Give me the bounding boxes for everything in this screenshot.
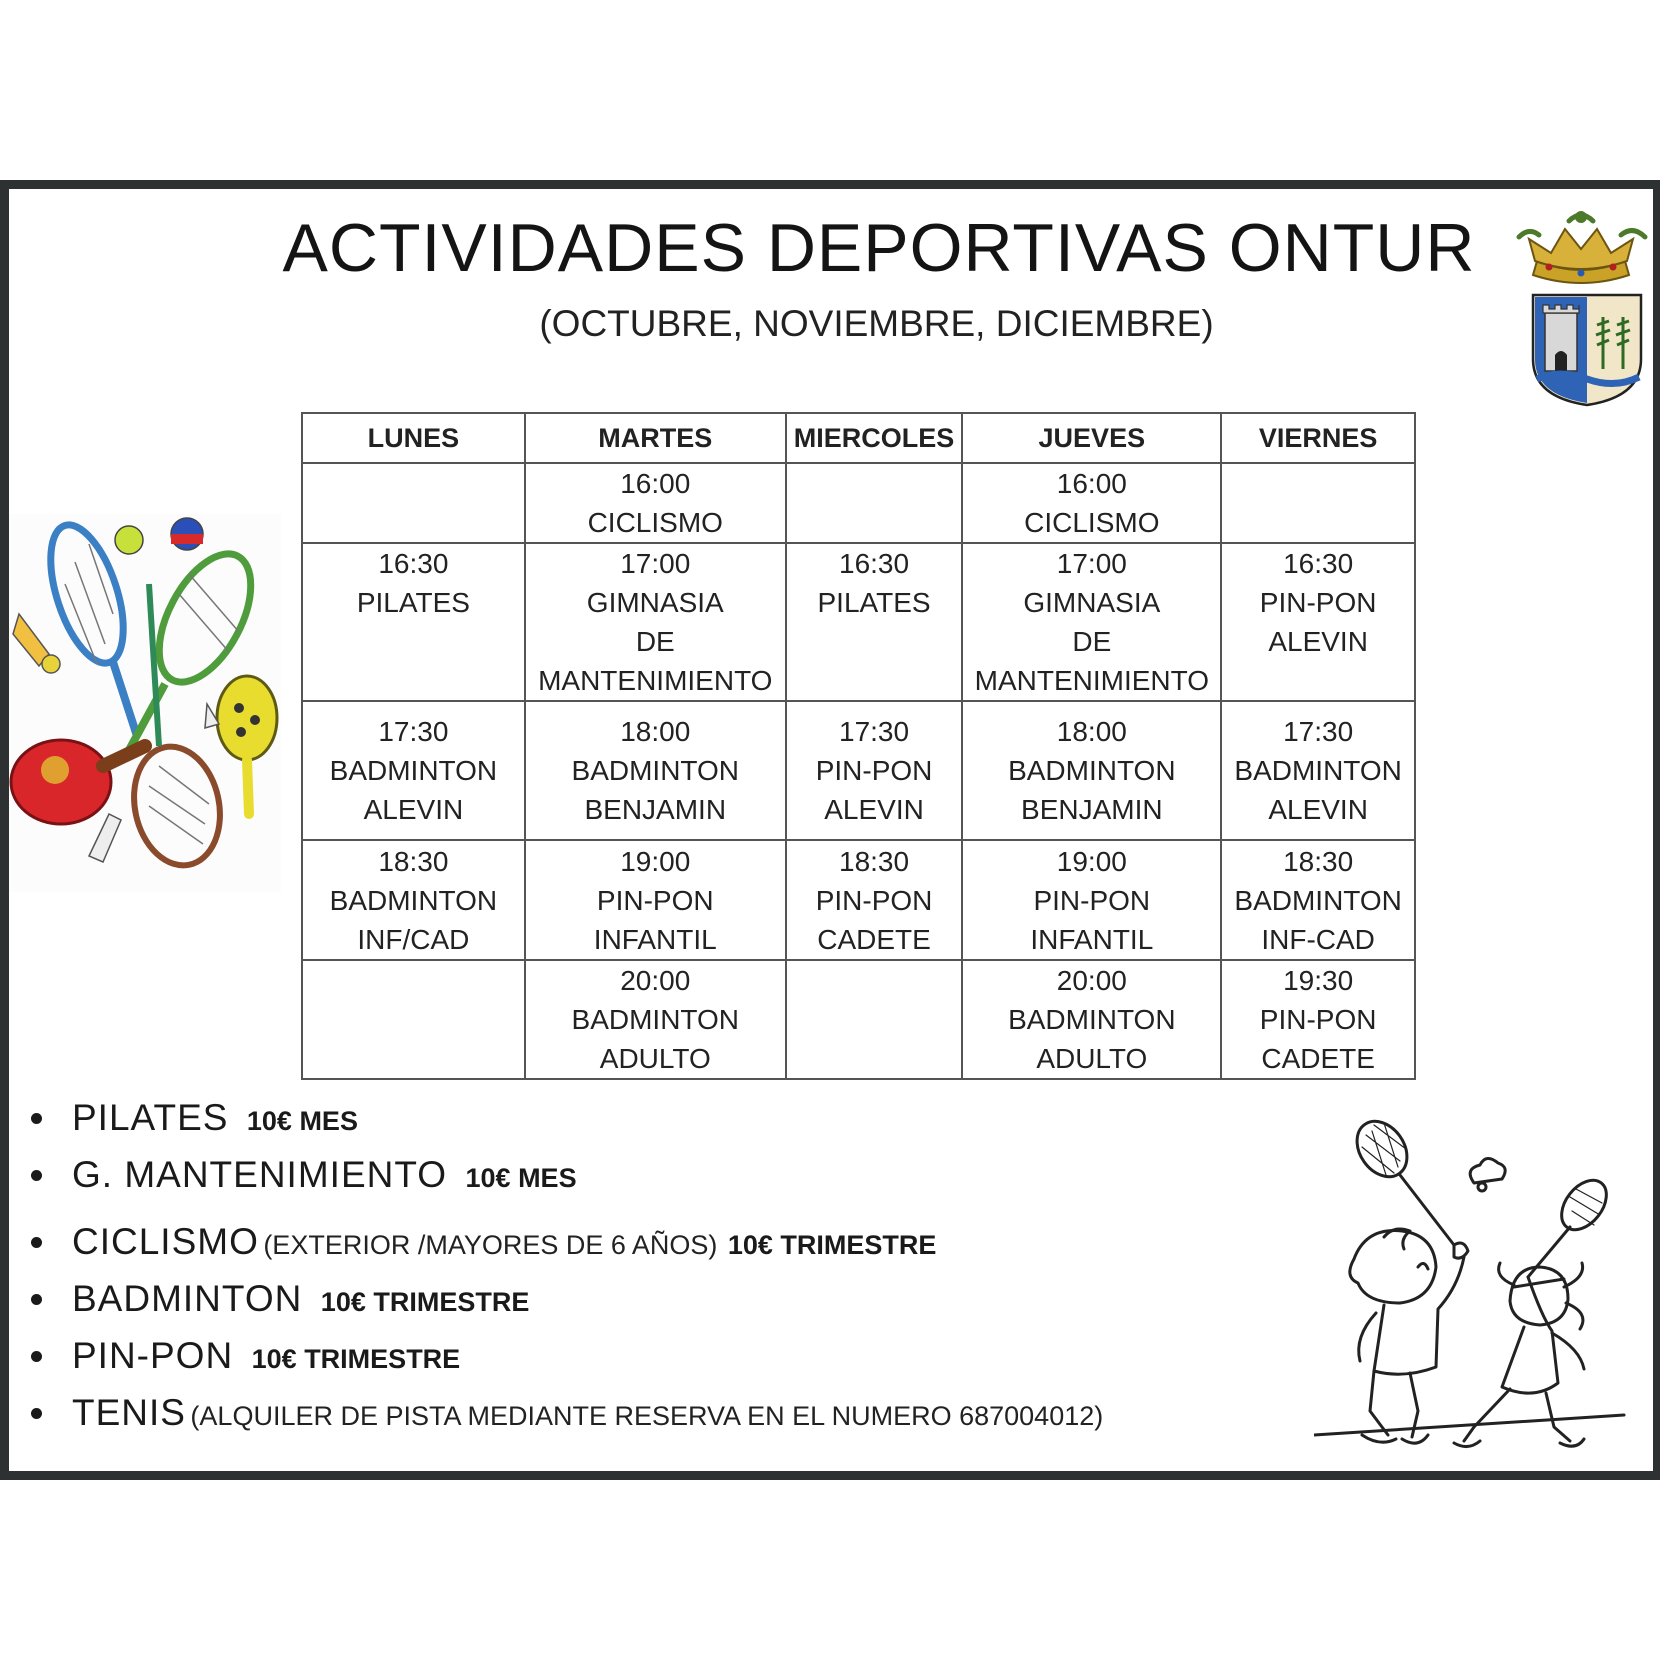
schedule-table (301, 412, 1416, 1080)
cell-time: 17:00 (1056, 548, 1127, 579)
schedule-row (302, 960, 1415, 1079)
day-header: MARTES (525, 413, 786, 463)
cell-activity: BADMINTON (571, 755, 740, 786)
activity-price: 10€ TRIMESTRE (727, 1230, 937, 1260)
schedule-cell (302, 701, 525, 840)
page-subtitle: (OCTUBRE, NOVIEMBRE, DICIEMBRE) (539, 303, 1214, 344)
schedule-cell (302, 543, 525, 701)
activity-name: CICLISMO (72, 1221, 259, 1262)
cell-time: 16:30 (839, 548, 910, 579)
activity-name: BADMINTON (72, 1278, 303, 1319)
day-header: VIERNES (1221, 413, 1415, 463)
activity-price: 10€ TRIMESTRE (251, 1344, 461, 1374)
left-racket-icon (1347, 1117, 1454, 1245)
cell-time: 17:30 (839, 716, 910, 747)
schedule-cell (525, 463, 786, 543)
cell-activity: PIN-PON (815, 755, 933, 786)
bullet-icon (31, 1113, 42, 1124)
cell-activity: DE (1072, 626, 1112, 657)
boy-figure (1350, 1229, 1468, 1443)
activity-name: G. MANTENIMIENTO (72, 1154, 448, 1195)
kids-badminton-illustration (1314, 1117, 1644, 1477)
price-list (31, 1089, 1103, 1441)
activity-note: (ALQUILER DE PISTA MEDIANTE RESERVA EN EL NUMERO 687004012) (190, 1401, 1104, 1431)
cell-activity: CICLISMO (587, 507, 723, 538)
schedule-cell (302, 463, 525, 543)
cell-activity: INFANTIL (593, 923, 717, 955)
cell-activity: PIN-PON (815, 884, 933, 916)
cell-activity: BADMINTON (329, 755, 498, 786)
schedule-row (302, 463, 1415, 543)
schedule-cell (786, 463, 963, 543)
schedule-cell (1221, 463, 1415, 543)
cell-activity: DE (635, 626, 675, 657)
bullet-icon (31, 1351, 42, 1362)
cell-activity: BADMINTON (571, 1004, 740, 1035)
cell-activity: PIN-PON (596, 884, 714, 916)
schedule-cell (786, 543, 963, 701)
schedule-cell (1221, 701, 1415, 840)
day-header: LUNES (302, 413, 525, 463)
cell-activity: BADMINTON (329, 884, 498, 916)
cell-time: 17:00 (620, 548, 691, 579)
schedule-cell (962, 543, 1221, 701)
cell-activity: INF/CAD (357, 923, 470, 955)
cell-activity: MANTENIMIENTO (974, 665, 1210, 696)
price-item-pilates (31, 1089, 1103, 1146)
cell-time: 18:30 (839, 845, 910, 877)
schedule-cell (1221, 960, 1415, 1079)
cell-activity: PIN-PON (1033, 884, 1151, 916)
cell-activity: CADETE (1261, 1043, 1375, 1074)
schedule-cell (786, 840, 963, 960)
cell-activity: PIN-PON (1259, 1004, 1377, 1035)
activity-price: 10€ TRIMESTRE (320, 1287, 530, 1317)
price-item-ciclismo (31, 1213, 1103, 1270)
cell-activity: ALEVIN (824, 794, 924, 825)
schedule-cell (1221, 840, 1415, 960)
price-item-badminton (31, 1270, 1103, 1327)
activity-note: (EXTERIOR /MAYORES DE 6 AÑOS) (263, 1230, 718, 1260)
rackets-illustration (9, 514, 281, 892)
price-item-pinpon (31, 1327, 1103, 1384)
schedule-cell (525, 543, 786, 701)
cell-time: 19:00 (620, 845, 691, 877)
bullet-icon (31, 1408, 42, 1419)
schedule-header-row (302, 413, 1415, 463)
bullet-icon (31, 1170, 42, 1181)
schedule-cell (786, 960, 963, 1079)
cell-activity: BENJAMIN (1021, 794, 1163, 825)
schedule-cell (962, 463, 1221, 543)
cell-time: 16:30 (378, 548, 449, 579)
activity-name: TENIS (72, 1392, 186, 1433)
cell-activity: ALEVIN (363, 794, 464, 825)
cell-time: 18:00 (1056, 716, 1127, 747)
cell-time: 16:00 (620, 468, 691, 499)
shuttlecock-icon (1470, 1158, 1505, 1191)
cell-activity: CICLISMO (1024, 507, 1160, 538)
cell-activity: PILATES (356, 587, 470, 618)
cell-time: 18:30 (378, 845, 449, 877)
price-item-tenis (31, 1384, 1103, 1441)
cell-activity: MANTENIMIENTO (538, 665, 773, 696)
cell-activity: PIN-PON (1259, 587, 1377, 618)
cell-time: 17:30 (378, 716, 449, 747)
tennis-ball-icon (115, 526, 143, 554)
cell-activity: CADETE (817, 923, 931, 955)
schedule-cell (786, 701, 963, 840)
schedule-cell (1221, 543, 1415, 701)
bullet-icon (31, 1237, 42, 1248)
cell-activity: INF-CAD (1261, 923, 1375, 955)
schedule-cell (525, 960, 786, 1079)
schedule-row (302, 543, 1415, 701)
cell-activity: ADULTO (1036, 1043, 1148, 1074)
cell-activity: ADULTO (599, 1043, 711, 1074)
cell-activity: GIMNASIA (586, 587, 724, 618)
page-title: ACTIVIDADES DEPORTIVAS ONTUR (282, 210, 1476, 286)
schedule-cell (962, 701, 1221, 840)
schedule-cell (525, 701, 786, 840)
schedule-cell (525, 840, 786, 960)
cell-time: 16:30 (1283, 548, 1354, 579)
day-header: JUEVES (962, 413, 1221, 463)
right-racket-icon (1528, 1172, 1615, 1277)
day-header: MIERCOLES (786, 413, 963, 463)
cell-time: 20:00 (1056, 965, 1127, 996)
activity-price: 10€ MES (465, 1163, 577, 1193)
activity-name: PILATES (72, 1097, 229, 1138)
cell-time: 18:00 (620, 716, 691, 747)
price-item-mantenimiento (31, 1146, 1103, 1203)
activity-price: 10€ MES (246, 1106, 358, 1136)
cell-activity: BENJAMIN (584, 794, 727, 825)
cell-activity: BADMINTON (1234, 755, 1402, 786)
cell-time: 20:00 (620, 965, 691, 996)
activity-name: PIN-PON (72, 1335, 234, 1376)
cell-activity: ALEVIN (1268, 626, 1368, 657)
cell-time: 19:00 (1056, 845, 1127, 877)
cell-activity: PILATES (817, 587, 931, 618)
cell-activity: BADMINTON (1234, 884, 1402, 916)
cell-time: 19:30 (1283, 965, 1354, 996)
schedule-cell (962, 960, 1221, 1079)
cell-activity: BADMINTON (1008, 755, 1176, 786)
crown-icon (1519, 211, 1645, 283)
cell-activity: GIMNASIA (1023, 587, 1161, 618)
cell-time: 17:30 (1283, 716, 1354, 747)
cell-activity: INFANTIL (1030, 923, 1154, 955)
poster-frame (0, 180, 1660, 1480)
cell-activity: BADMINTON (1008, 1004, 1176, 1035)
cell-activity: ALEVIN (1268, 794, 1368, 825)
cell-time: 18:30 (1283, 845, 1354, 877)
town-crest-icon (1499, 209, 1660, 409)
schedule-cell (962, 840, 1221, 960)
schedule-cell (302, 840, 525, 960)
cell-time: 16:00 (1056, 468, 1127, 499)
schedule-row (302, 840, 1415, 960)
schedule-row (302, 701, 1415, 840)
schedule-cell (302, 960, 525, 1079)
bullet-icon (31, 1294, 42, 1305)
